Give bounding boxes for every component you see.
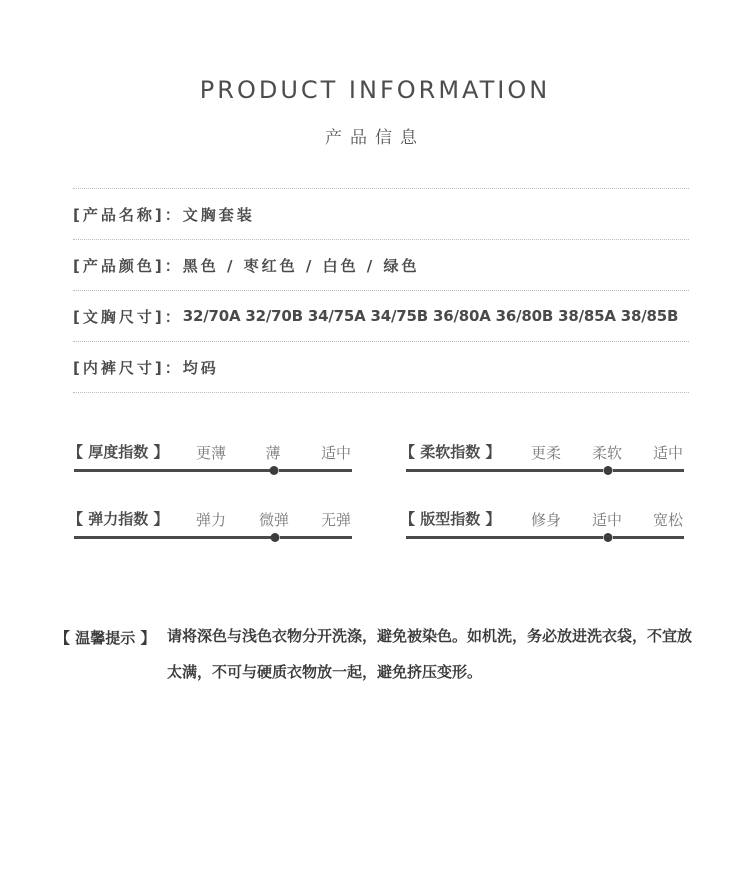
tips-text: 请将深色与浅色衣物分开洗涤，避免被染色。如机洗，务必放进洗衣袋，不宜放太满，不可与硬质衣物放一起，避免挤压变形。 xyxy=(167,627,693,681)
meter-title: 【 弹力指数 】 xyxy=(68,510,169,528)
meter-option: 适中 xyxy=(652,444,684,462)
meter-title: 【 版型指数 】 xyxy=(400,510,501,528)
info-label: [产品颜色]： xyxy=(73,256,183,275)
meter-fit xyxy=(400,508,686,558)
info-label: [产品名称]： xyxy=(73,205,183,224)
meter-line-right xyxy=(279,469,352,472)
info-value: 均码 xyxy=(182,358,219,377)
info-row-name xyxy=(73,188,689,239)
info-value: 文胸套装 xyxy=(182,205,255,224)
meter-line-right xyxy=(613,536,684,539)
meter-thickness xyxy=(68,441,354,491)
meter-track xyxy=(74,469,354,472)
info-label: [文胸尺寸]： xyxy=(73,307,183,326)
meter-option: 更薄 xyxy=(195,444,227,462)
info-row-bra-size xyxy=(73,290,689,341)
meter-indicator xyxy=(271,533,280,542)
meter-option: 柔软 xyxy=(591,444,623,462)
meter-option: 修身 xyxy=(530,511,562,529)
meter-line-left xyxy=(74,536,271,539)
meter-indicator xyxy=(604,466,613,475)
meter-elasticity xyxy=(68,508,354,558)
product-info-table xyxy=(73,188,689,393)
meter-line-left xyxy=(406,469,603,472)
meter-track xyxy=(406,536,686,539)
tips-label: 【 温馨提示 】 xyxy=(55,629,156,647)
meter-indicator xyxy=(604,533,613,542)
meter-option: 更柔 xyxy=(530,444,562,462)
page-title-en: PRODUCT INFORMATION xyxy=(199,76,551,104)
meter-option: 适中 xyxy=(320,444,352,462)
meter-option: 宽松 xyxy=(652,511,684,529)
info-row-color xyxy=(73,239,689,290)
meter-option: 薄 xyxy=(265,444,281,462)
info-row-panty-size xyxy=(73,341,689,393)
meter-line-left xyxy=(406,536,603,539)
meter-option: 微弹 xyxy=(258,511,290,529)
meter-option: 适中 xyxy=(591,511,623,529)
meter-line-right xyxy=(280,536,352,539)
page-title-cn: 产品信息 xyxy=(325,128,425,148)
meter-softness xyxy=(400,441,686,491)
meter-line-left xyxy=(74,469,270,472)
meter-option: 无弹 xyxy=(320,511,352,529)
info-label: [内裤尺寸]： xyxy=(73,358,183,377)
meter-option: 弹力 xyxy=(195,511,227,529)
info-value: 32/70A 32/70B 34/75A 34/75B 36/80A 36/80B 38/85A 38/85B xyxy=(182,307,679,325)
info-value: 黑色 / 枣红色 / 白色 / 绿色 xyxy=(182,256,420,275)
meter-title: 【 厚度指数 】 xyxy=(68,443,169,461)
meter-line-right xyxy=(613,469,684,472)
meter-indicator xyxy=(270,466,279,475)
meter-track xyxy=(406,469,686,472)
meter-title: 【 柔软指数 】 xyxy=(400,443,501,461)
meter-track xyxy=(74,536,354,539)
